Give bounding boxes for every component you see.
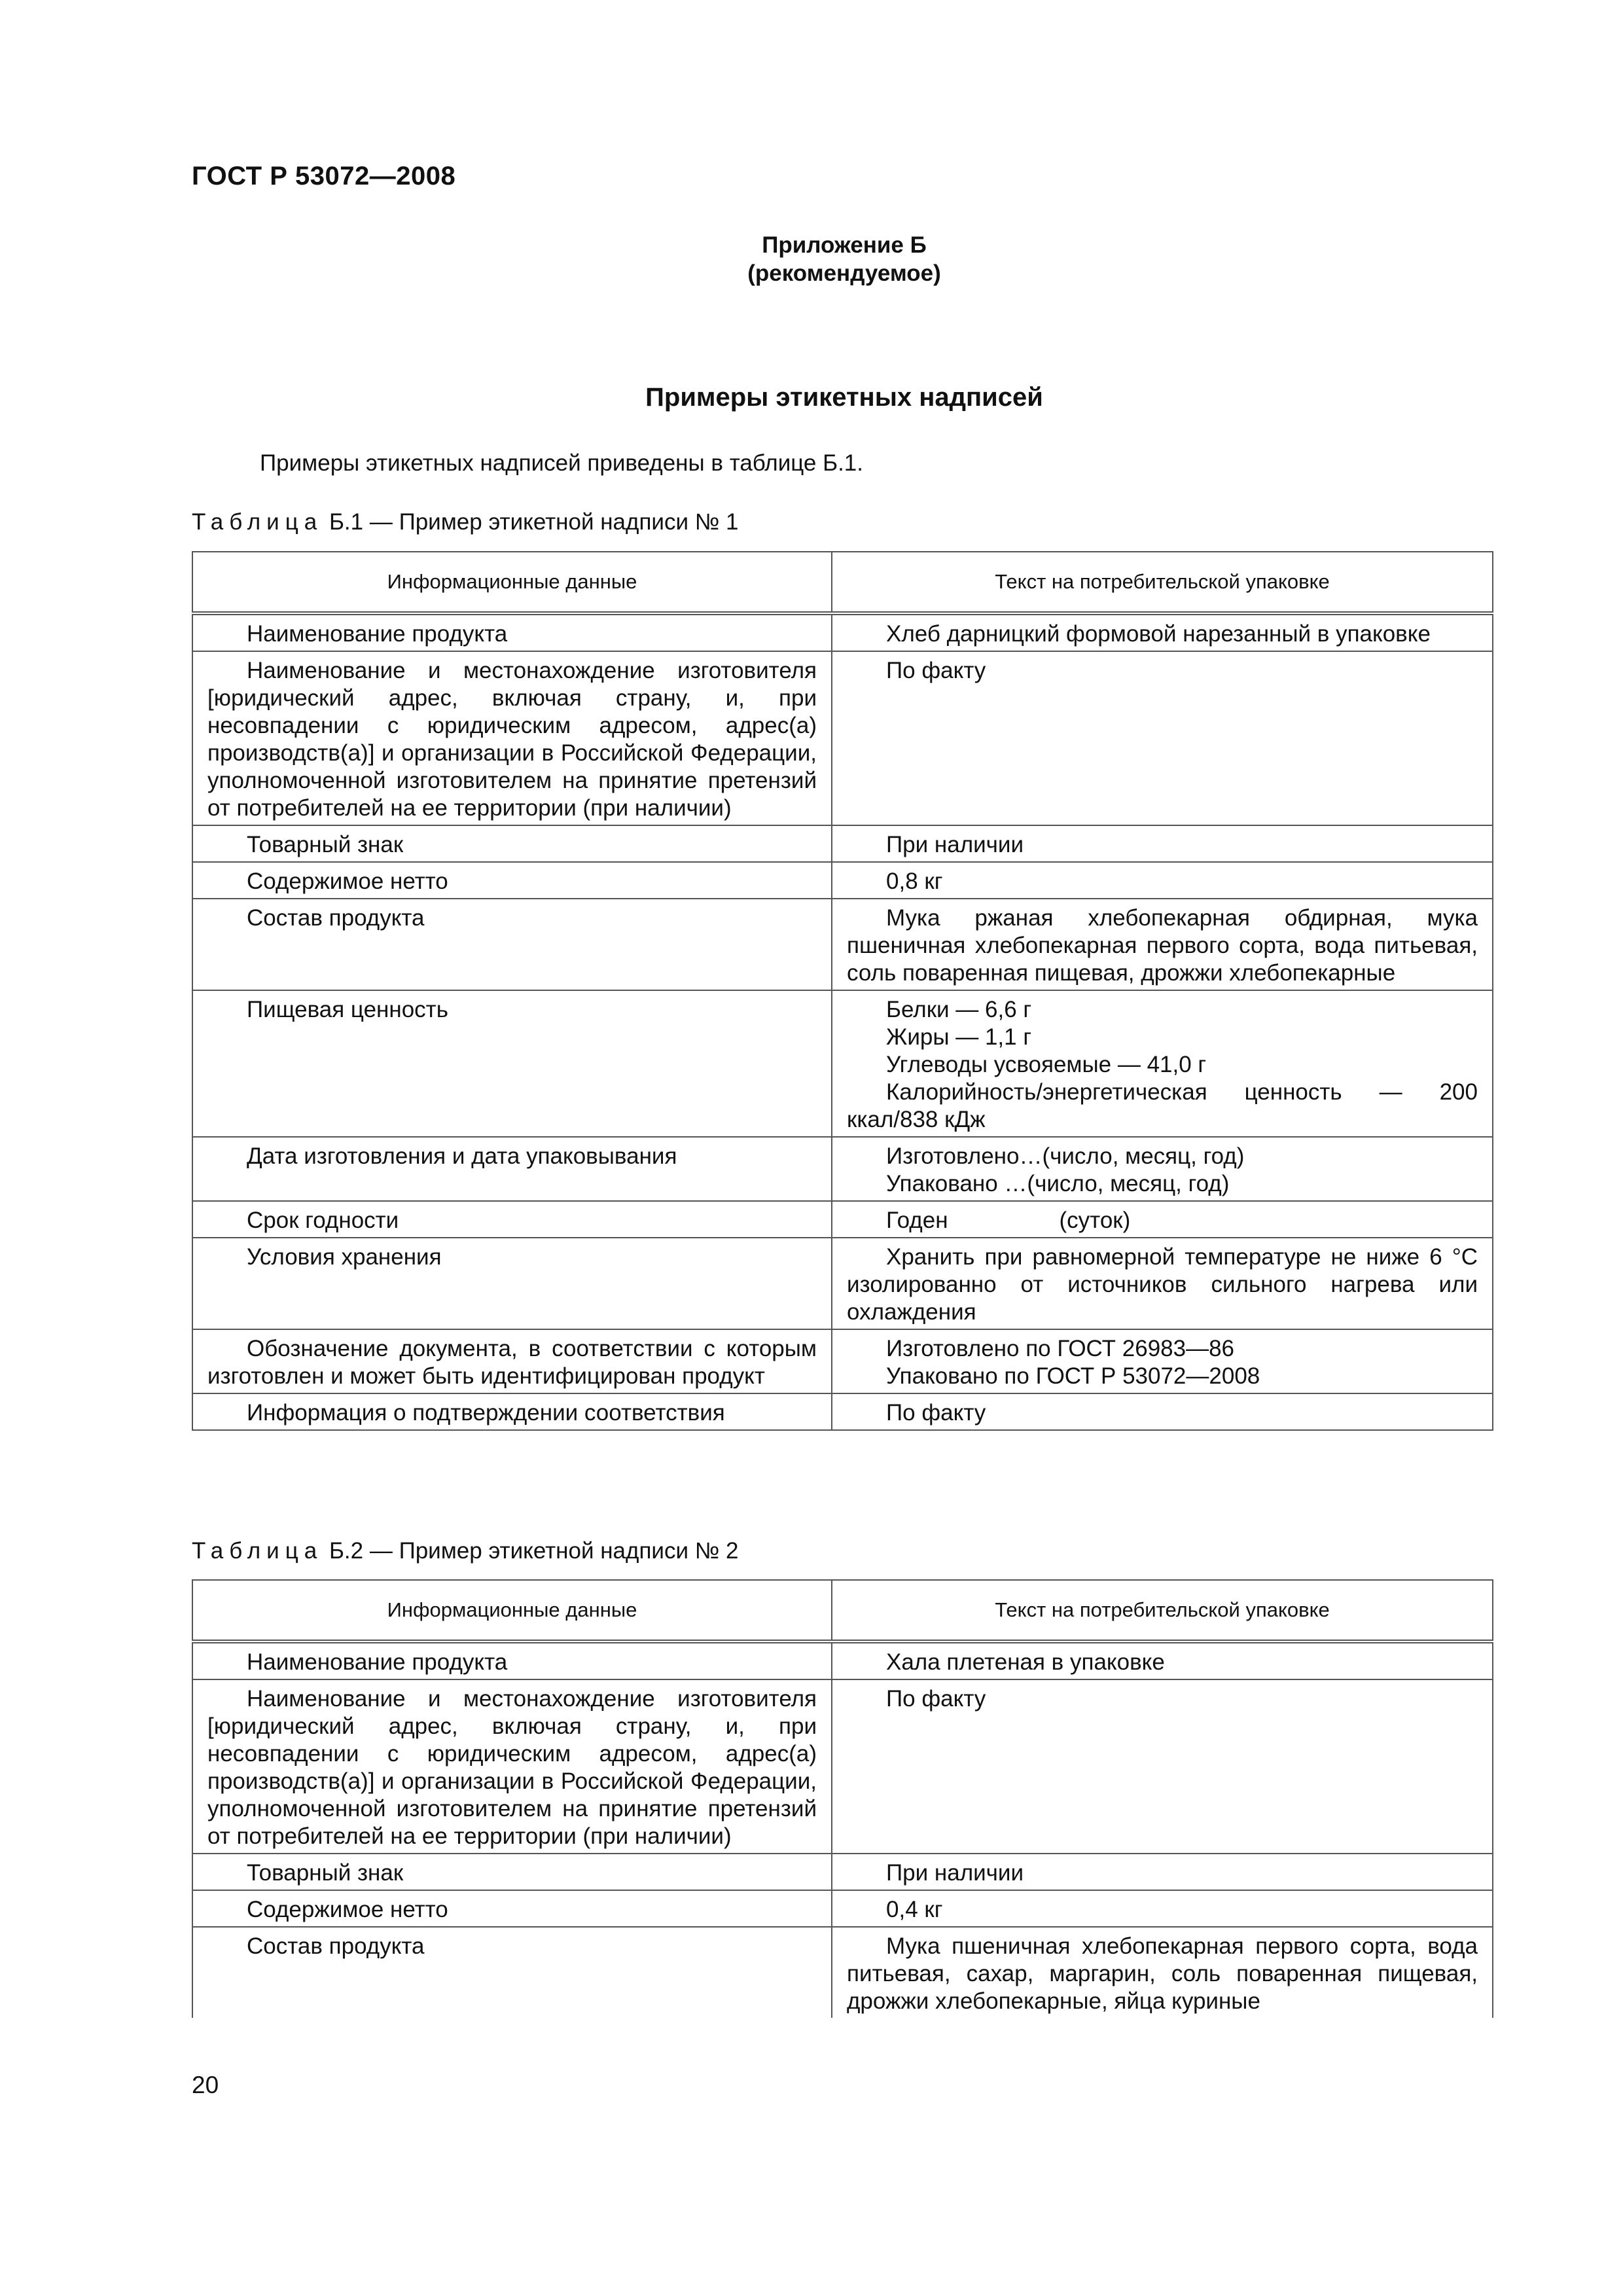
row-value: По факту	[832, 1679, 1493, 1854]
nutrition-line: Углеводы усвояемые — 41,0 г	[886, 1052, 1207, 1077]
shelf-life-unit: (суток)	[1059, 1208, 1131, 1233]
row-key: Наименование и местонахождение изготовителя [юридический адрес, включая страну, и, при несовпадении с юридическим адресом, адрес(а) производств(а)] и организации в Российской Федерации, уполномоченной изготовителем на принятие претензий от потребителей на ее территории (при наличии)	[192, 1679, 832, 1854]
table-row	[192, 899, 1493, 990]
row-key: Информация о подтверждении соответствия	[192, 1393, 832, 1430]
row-value	[832, 1329, 1493, 1393]
row-key: Наименование продукта	[192, 613, 832, 651]
page-number: 20	[192, 2072, 219, 2098]
table-header-row	[192, 552, 1493, 613]
row-key: Пищевая ценность	[192, 990, 832, 1137]
label-table-1	[192, 551, 1493, 1431]
table-row	[192, 1854, 1493, 1890]
intro-paragraph: Примеры этикетных надписей приведены в таблице Б.1.	[260, 450, 863, 476]
section-title: Примеры этикетных надписей	[645, 383, 1043, 412]
row-value	[832, 1137, 1493, 1201]
table-row	[192, 990, 1493, 1137]
row-value: При наличии	[832, 1854, 1493, 1890]
annex-title: Приложение Б	[762, 232, 927, 258]
column-header-info: Информационные данные	[192, 1580, 832, 1641]
table-row	[192, 1890, 1493, 1927]
row-value: Хранить при равномерной температуре не ниже 6 °С изолированно от источников сильного нагрева или охлаждения	[832, 1238, 1493, 1329]
row-key: Обозначение документа, в соответствии с которым изготовлен и может быть идентифицирован продукт	[192, 1329, 832, 1393]
label-table-2	[192, 1579, 1493, 2018]
row-value: По факту	[832, 1393, 1493, 1430]
table-row	[192, 613, 1493, 651]
row-value: 0,8 кг	[832, 862, 1493, 899]
row-value: 0,4 кг	[832, 1890, 1493, 1927]
table-header-row	[192, 1580, 1493, 1641]
table-row	[192, 1393, 1493, 1430]
table-row	[192, 1329, 1493, 1393]
row-value: При наличии	[832, 825, 1493, 862]
row-value: Мука ржаная хлебопекарная обдирная, мука пшеничная хлебопекарная первого сорта, вода питьевая, соль поваренная пищевая, дрожжи хлебопекарные	[832, 899, 1493, 990]
column-header-info: Информационные данные	[192, 552, 832, 613]
row-key: Содержимое нетто	[192, 1890, 832, 1927]
row-key: Состав продукта	[192, 1927, 832, 2018]
row-value: Хала плетеная в упаковке	[832, 1641, 1493, 1679]
row-key: Условия хранения	[192, 1238, 832, 1329]
annex-subtitle: (рекомендуемое)	[747, 260, 941, 286]
shelf-life-label: Годен	[886, 1208, 948, 1233]
row-key: Товарный знак	[192, 825, 832, 862]
row-value	[832, 1201, 1493, 1238]
table-row	[192, 1679, 1493, 1854]
date-line: Упаковано …(число, месяц, год)	[886, 1171, 1230, 1196]
column-header-text: Текст на потребительской упаковке	[832, 1580, 1493, 1641]
nutrition-line: Калорийность/энергетическая ценность — 200 ккал/838 кДж	[847, 1079, 1478, 1132]
nutrition-line: Белки — 6,6 г	[886, 997, 1032, 1022]
table-row	[192, 825, 1493, 862]
row-value: По факту	[832, 651, 1493, 825]
row-key: Наименование и местонахождение изготовителя [юридический адрес, включая страну, и, при несовпадении с юридическим адресом, адрес(а) производств(а)] и организации в Российской Федерации, уполномоченной изготовителем на принятие претензий от потребителей на ее территории (при наличии)	[192, 651, 832, 825]
table-row	[192, 1238, 1493, 1329]
document-code: ГОСТ Р 53072—2008	[192, 162, 456, 190]
table-row	[192, 1137, 1493, 1201]
row-key: Товарный знак	[192, 1854, 832, 1890]
table2-caption	[192, 1538, 738, 1564]
table-row	[192, 1641, 1493, 1679]
row-key: Наименование продукта	[192, 1641, 832, 1679]
row-key: Состав продукта	[192, 899, 832, 990]
nutrition-line: Жиры — 1,1 г	[886, 1024, 1032, 1050]
row-value: Хлеб дарницкий формовой нарезанный в упаковке	[832, 613, 1493, 651]
row-key: Срок годности	[192, 1201, 832, 1238]
table-row	[192, 651, 1493, 825]
table-row	[192, 1927, 1493, 2018]
table2-caption-word: Таблица	[192, 1538, 323, 1564]
table1-caption-word: Таблица	[192, 509, 323, 535]
table1-caption	[192, 509, 738, 535]
date-line: Изготовлено…(число, месяц, год)	[886, 1143, 1245, 1169]
column-header-text: Текст на потребительской упаковке	[832, 552, 1493, 613]
row-value	[832, 990, 1493, 1137]
table1-caption-text: Б.1 — Пример этикетной надписи № 1	[323, 509, 739, 535]
row-value: Мука пшеничная хлебопекарная первого сорта, вода питьевая, сахар, маргарин, соль поваренная пищевая, дрожжи хлебопекарные, яйца куриные	[832, 1927, 1493, 2018]
standard-line: Упаковано по ГОСТ Р 53072—2008	[886, 1363, 1260, 1389]
table-row	[192, 862, 1493, 899]
table2-caption-text: Б.2 — Пример этикетной надписи № 2	[323, 1538, 739, 1564]
table-row	[192, 1201, 1493, 1238]
standard-line: Изготовлено по ГОСТ 26983—86	[886, 1336, 1235, 1361]
row-key: Дата изготовления и дата упаковывания	[192, 1137, 832, 1201]
row-key: Содержимое нетто	[192, 862, 832, 899]
